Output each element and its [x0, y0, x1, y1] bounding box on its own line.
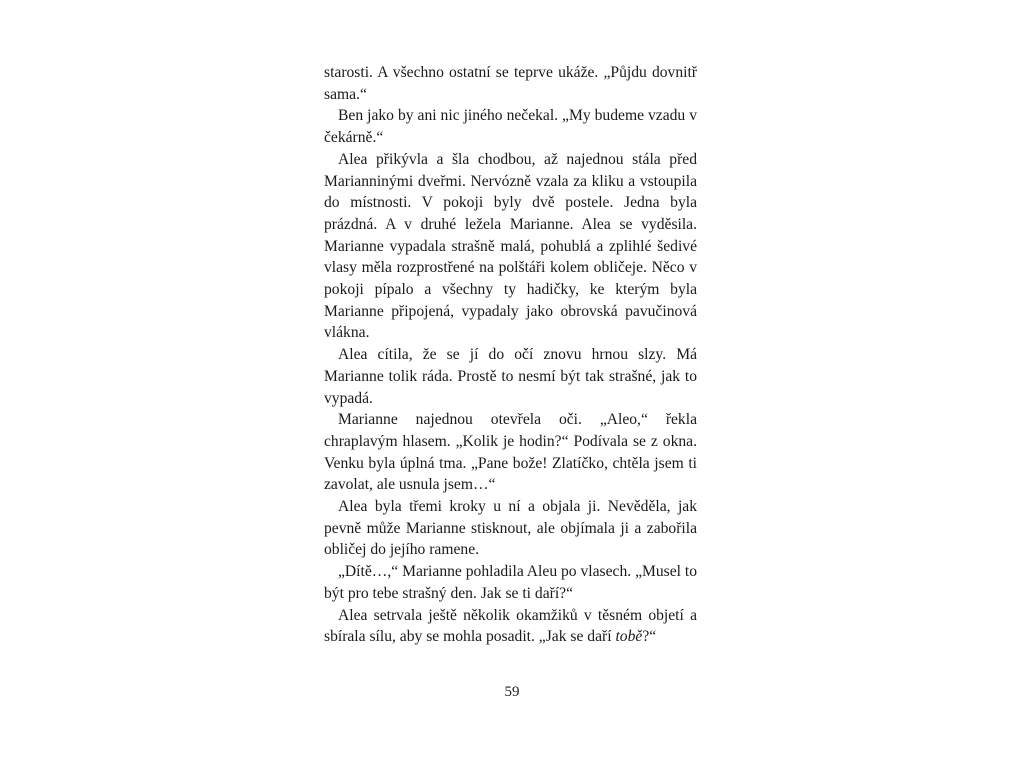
paragraph: Alea byla třemi kroky u ní a objala ji. Nevěděla, jak pevně může Marianne stisknout, ale objímala ji a zabořila obličej do jejího ramene.	[324, 498, 697, 559]
paragraph: Ben jako by ani nic jiného nečekal. „My budeme vzadu v čekárně.“	[324, 107, 697, 147]
paragraph-last-start: Alea setrvala ještě několik okamžiků v těsném objetí a sbírala sílu, aby se mohla posadit. „Jak se daří	[324, 606, 697, 646]
paragraph-last	[324, 605, 697, 648]
paragraph-last-end: ?“	[642, 628, 657, 646]
paragraph: Marianne najednou otevřela oči. „Aleo,“ řekla chraplavým hlasem. „Kolik je hodin?“ Podívala se z okna. Venku byla úplná tma. „Pane bože! Zlatíčko, chtěla jsem ti zavolat, ale usnula jsem…“	[324, 411, 697, 494]
page-number: 59	[504, 684, 520, 700]
paragraph: starosti. A všechno ostatní se teprve ukáže. „Půjdu dovnitř sama.“	[324, 64, 697, 103]
paragraph: Alea cítila, že se jí do očí znovu hrnou slzy. Má Marianne tolik ráda. Prostě to nesmí být tak strašné, jak to vypadá.	[324, 346, 697, 407]
paragraph: Alea přikývla a šla chodbou, až najednou stála před Marianninými dveřmi. Nervózně vzala za kliku a vstoupila do místnosti. V pokoji byly dvě postele. Jedna byla prázdná. A v druhé ležela Marianne. Alea se vyděsila. Marianne vypadala strašně malá, pohublá a zplihlé šedivé vlasy měla rozprostřené na polštáři kolem obličeje. Něco v pokoji pípalo a všechny ty hadičky, ke kterým byla Marianne připojená, vypadaly jako obrovská pavučinová vlákna.	[324, 150, 697, 342]
paragraph-last-italic: tobě	[615, 628, 643, 646]
body-text	[324, 62, 697, 648]
paragraph: „Dítě…,“ Marianne pohladila Aleu po vlasech. „Musel to být pro tebe strašný den. Jak se ti daří?“	[324, 563, 697, 602]
